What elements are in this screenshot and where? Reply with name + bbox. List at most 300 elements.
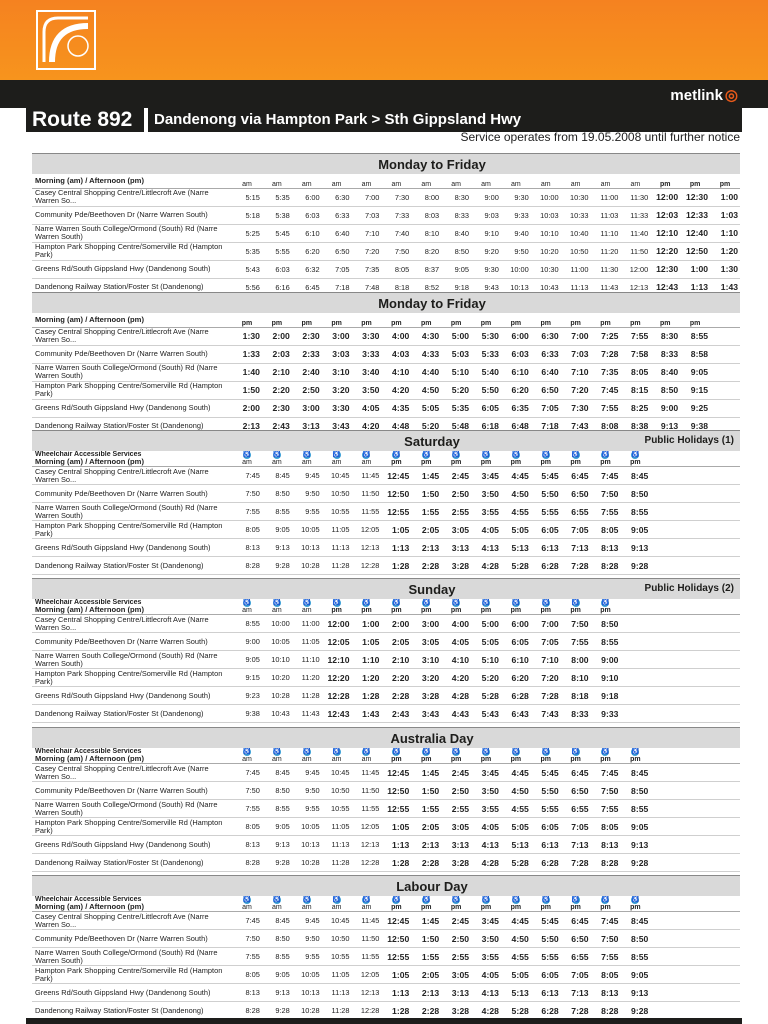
departure-time: 8:05 [591, 818, 621, 836]
departure-time: 8:13 [591, 836, 621, 854]
departure-time: 8:13 [591, 539, 621, 557]
morning-afternoon-label: Morning (am) / Afternoon (pm) [35, 754, 144, 763]
departure-time: 3:05 [441, 966, 471, 984]
departure-time: 9:55 [292, 800, 322, 818]
stop-name: Narre Warren South College/Ormond (South) Rd (Narre Warren South) [32, 503, 232, 521]
departure-time: 9:50 [292, 782, 322, 800]
departure-time: 8:45 [262, 467, 292, 485]
departure-time: 5:28 [501, 1002, 531, 1020]
departure-time: 11:28 [292, 687, 322, 705]
departure-time: 6:45 [561, 912, 591, 930]
table-row [32, 188, 740, 206]
ampm-text: pm [271, 319, 283, 327]
departure-time: 6:28 [531, 557, 561, 575]
departure-time: 4:10 [441, 651, 471, 669]
departure-time: 10:55 [322, 948, 352, 966]
ampm-label [501, 748, 531, 764]
ampm-label [352, 599, 382, 615]
departure-time: 12:50 [381, 485, 411, 503]
departure-time: 8:38 [620, 417, 650, 435]
departure-time: 3:28 [411, 687, 441, 705]
ampm-label [471, 599, 501, 615]
departure-time: 2:33 [292, 345, 322, 363]
wheelchair-icon: ♿ [362, 600, 371, 606]
departure-time: 8:50 [620, 782, 650, 800]
table-row [32, 782, 740, 800]
departure-time: 11:03 [591, 206, 621, 224]
departure-time: 2:55 [441, 948, 471, 966]
empty-cell [620, 705, 650, 723]
ampm-text: pm [480, 607, 492, 614]
wheelchair-icon: ♿ [243, 749, 251, 755]
departure-time: 10:33 [561, 206, 591, 224]
departure-time: 6:05 [501, 633, 531, 651]
departure-time: 4:00 [381, 327, 411, 345]
departure-time: 2:00 [262, 327, 292, 345]
empty-cell [680, 669, 710, 687]
departure-time: 9:38 [680, 417, 710, 435]
empty-cell [710, 1002, 740, 1020]
departure-time: 7:40 [381, 224, 411, 242]
departure-time: 7:05 [561, 818, 591, 836]
ampm-text: pm [600, 756, 611, 763]
departure-time: 7:50 [561, 615, 591, 633]
wheelchair-icon: ♿ [392, 749, 401, 755]
ampm-text: pm [600, 459, 611, 466]
departure-time: 9:30 [501, 188, 531, 206]
departure-time: 2:10 [262, 363, 292, 381]
departure-time: 5:45 [531, 912, 561, 930]
section-header [32, 293, 740, 313]
departure-time: 8:05 [591, 521, 621, 539]
departure-time: 4:35 [381, 399, 411, 417]
departure-time: 6:10 [501, 651, 531, 669]
ampm-text: am [271, 180, 282, 188]
ampm-label [292, 313, 322, 327]
departure-time: 2:00 [232, 399, 262, 417]
stop-name: Community Pde/Beethoven Dr (Narre Warren South) [32, 485, 232, 503]
departure-time: 12:20 [650, 242, 680, 260]
wheelchair-icon: ♿ [452, 600, 460, 606]
departure-time: 8:13 [591, 984, 621, 1002]
ampm-text: pm [689, 319, 701, 327]
departure-time: 10:05 [292, 966, 322, 984]
ampm-text: pm [480, 319, 492, 327]
stop-name: Community Pde/Beethoven Dr (Narre Warren South) [32, 930, 232, 948]
empty-cell [650, 615, 680, 633]
ampm-label [292, 896, 322, 912]
departure-time: 3:50 [471, 930, 501, 948]
departure-time: 6:33 [531, 345, 561, 363]
departure-time: 8:05 [232, 818, 262, 836]
departure-time: 2:28 [411, 1002, 441, 1020]
ampm-label [292, 748, 322, 764]
ampm-text: pm [689, 180, 701, 188]
departure-time: 11:00 [561, 260, 591, 278]
departure-time: 5:03 [441, 345, 471, 363]
table-row [32, 948, 740, 966]
departure-time: 8:55 [620, 948, 650, 966]
ampm-text: pm [361, 607, 372, 614]
departure-time: 10:50 [322, 782, 352, 800]
departure-time: 7:05 [531, 633, 561, 651]
departure-time: 5:05 [501, 818, 531, 836]
departure-time: 3:00 [292, 399, 322, 417]
departure-time: 11:55 [352, 503, 382, 521]
table-row [32, 705, 740, 723]
departure-time: 1:05 [381, 966, 411, 984]
departure-time: 12:03 [650, 206, 680, 224]
departure-time: 7:28 [591, 345, 621, 363]
timetable-table [32, 896, 740, 1020]
empty-cell [680, 930, 710, 948]
departure-time: 6:45 [292, 278, 322, 296]
departure-time: 10:28 [292, 854, 322, 872]
empty-cell [680, 800, 710, 818]
wheelchair-icon: ♿ [541, 452, 550, 458]
departure-time: 8:00 [411, 188, 441, 206]
ampm-text: pm [570, 756, 581, 763]
wheelchair-accessible-label: Wheelchair Accessible Services [35, 896, 142, 903]
departure-time: 8:25 [620, 399, 650, 417]
ampm-label [501, 313, 531, 327]
departure-time: 9:50 [292, 485, 322, 503]
departure-time: 1:45 [411, 764, 441, 782]
ampm-text: pm [570, 319, 581, 327]
departure-time: 5:35 [262, 188, 292, 206]
ampm-text: pm [301, 319, 312, 327]
departure-time: 8:55 [262, 503, 292, 521]
departure-time: 11:05 [322, 521, 352, 539]
departure-time: 7:55 [561, 633, 591, 651]
ampm-label [381, 313, 411, 327]
departure-time: 5:13 [501, 984, 531, 1002]
ampm-label [411, 174, 441, 188]
empty-cell [680, 557, 710, 575]
departure-time: 7:50 [232, 930, 262, 948]
departure-time: 2:13 [411, 984, 441, 1002]
departure-time: 6:13 [531, 836, 561, 854]
departure-time: 5:55 [531, 503, 561, 521]
departure-time: 7:43 [531, 705, 561, 723]
departure-time: 10:43 [531, 278, 561, 296]
wheelchair-icon: ♿ [273, 452, 281, 458]
departure-time: 4:45 [501, 467, 531, 485]
departure-time: 4:10 [381, 363, 411, 381]
departure-time: 4:05 [471, 818, 501, 836]
departure-time: 3:45 [471, 764, 501, 782]
departure-time: 7:55 [620, 327, 650, 345]
departure-time: 8:55 [591, 633, 621, 651]
departure-time: 7:30 [381, 188, 411, 206]
empty-column [650, 748, 680, 764]
departure-time: 1:28 [381, 1002, 411, 1020]
empty-cell [710, 782, 740, 800]
ampm-text: pm [570, 607, 581, 614]
departure-time: 7:45 [591, 912, 621, 930]
departure-time: 9:15 [680, 381, 710, 399]
departure-time: 5:05 [501, 966, 531, 984]
departure-time: 12:05 [352, 966, 382, 984]
departure-time: 12:05 [352, 521, 382, 539]
departure-time: 2:28 [411, 557, 441, 575]
departure-time: 1:13 [381, 539, 411, 557]
empty-cell [650, 651, 680, 669]
ampm-text: pm [570, 904, 581, 911]
wheelchair-icon: ♿ [482, 600, 490, 606]
departure-time: 12:28 [322, 687, 352, 705]
departure-time: 5:45 [531, 764, 561, 782]
departure-time: 8:08 [591, 417, 621, 435]
departure-time: 3:00 [322, 327, 352, 345]
departure-time: 4:28 [471, 557, 501, 575]
departure-time: 6:03 [501, 345, 531, 363]
departure-time: 4:40 [411, 363, 441, 381]
departure-time: 10:05 [262, 633, 292, 651]
empty-cell [710, 615, 740, 633]
departure-time: 9:13 [620, 836, 650, 854]
departure-time: 3:43 [411, 705, 441, 723]
departure-time: 2:30 [292, 327, 322, 345]
stop-name: Dandenong Railway Station/Foster St (Dandenong) [32, 705, 232, 723]
departure-time: 8:45 [620, 764, 650, 782]
ampm-text: pm [420, 756, 432, 763]
departure-time: 7:03 [352, 206, 382, 224]
departure-time: 5:00 [471, 615, 501, 633]
empty-cell [710, 966, 740, 984]
empty-cell [710, 327, 740, 345]
period-label [32, 313, 232, 327]
brand-bar [0, 80, 768, 108]
departure-time: 1:55 [411, 503, 441, 521]
departure-time: 7:45 [591, 467, 621, 485]
departure-time: 12:13 [620, 278, 650, 296]
empty-cell [650, 687, 680, 705]
ampm-text: am [481, 180, 491, 188]
wheelchair-icon: ♿ [392, 897, 401, 903]
wheelchair-accessible-label: Wheelchair Accessible Services [35, 451, 142, 458]
wheelchair-icon: ♿ [601, 600, 610, 606]
service-information-bar [26, 1018, 742, 1024]
morning-afternoon-label: Morning (am) / Afternoon (pm) [35, 457, 144, 466]
ampm-label [561, 748, 591, 764]
table-row [32, 399, 740, 417]
departure-time: 2:00 [381, 615, 411, 633]
table-row [32, 503, 740, 521]
wheelchair-icon: ♿ [571, 897, 580, 903]
departure-time: 3:55 [471, 503, 501, 521]
departure-time: 3:45 [471, 467, 501, 485]
ampm-text: pm [450, 607, 462, 614]
empty-cell [680, 687, 710, 705]
departure-time: 10:00 [531, 188, 561, 206]
ampm-text: pm [540, 319, 551, 327]
departure-time: 12:00 [650, 188, 680, 206]
empty-cell [650, 818, 680, 836]
departure-time: 5:10 [471, 651, 501, 669]
departure-time: 9:20 [471, 242, 501, 260]
departure-time: 8:45 [620, 467, 650, 485]
stop-name: Greens Rd/South Gippsland Hwy (Dandenong South) [32, 836, 232, 854]
departure-time: 11:10 [591, 224, 621, 242]
departure-time: 11:13 [322, 539, 352, 557]
departure-time: 9:13 [262, 836, 292, 854]
departure-time: 4:45 [501, 764, 531, 782]
empty-cell [650, 984, 680, 1002]
section-title: Labour Day [396, 879, 468, 894]
departure-time: 4:55 [501, 948, 531, 966]
stop-name: Narre Warren South College/Ormond (South) Rd (Narre Warren South) [32, 800, 232, 818]
empty-cell [710, 912, 740, 930]
stop-name: Dandenong Railway Station/Foster St (Dandenong) [32, 278, 232, 296]
table-row [32, 206, 740, 224]
departure-time: 12:00 [322, 615, 352, 633]
empty-cell [680, 854, 710, 872]
section-header [32, 876, 740, 896]
wheelchair-icon: ♿ [482, 749, 490, 755]
departure-time: 1:28 [381, 854, 411, 872]
ampm-text: am [242, 180, 252, 188]
departure-time: 4:00 [441, 615, 471, 633]
departure-time: 5:20 [471, 669, 501, 687]
departure-time: 8:50 [620, 930, 650, 948]
departure-time: 7:13 [561, 984, 591, 1002]
ampm-text: am [361, 756, 372, 763]
departure-time: 6:50 [561, 930, 591, 948]
departure-time: 8:28 [232, 557, 262, 575]
ampm-label [531, 174, 561, 188]
empty-cell [710, 818, 740, 836]
departure-time: 6:43 [501, 705, 531, 723]
departure-time: 10:40 [561, 224, 591, 242]
wheelchair-icon: ♿ [243, 452, 251, 458]
departure-time: 7:50 [591, 930, 621, 948]
empty-cell [680, 818, 710, 836]
departure-time: 4:50 [411, 381, 441, 399]
departure-time: 5:55 [262, 242, 292, 260]
empty-cell [650, 485, 680, 503]
departure-time: 5:10 [441, 363, 471, 381]
table-row [32, 557, 740, 575]
empty-cell [680, 615, 710, 633]
empty-cell [650, 764, 680, 782]
ampm-text: pm [241, 319, 253, 327]
departure-time: 1:13 [381, 984, 411, 1002]
ampm-label [471, 174, 501, 188]
departure-time: 9:50 [292, 930, 322, 948]
ampm-text: am [331, 756, 342, 763]
table-row [32, 633, 740, 651]
departure-time: 9:15 [232, 669, 262, 687]
wheelchair-icon: ♿ [362, 749, 371, 755]
stop-name: Greens Rd/South Gippsland Hwy (Dandenong South) [32, 687, 232, 705]
empty-column [650, 451, 680, 467]
departure-time: 12:45 [381, 912, 411, 930]
ampm-label [680, 313, 710, 327]
departure-time: 6:10 [292, 224, 322, 242]
departure-time: 9:55 [292, 503, 322, 521]
timetable-section-sun [32, 578, 740, 723]
departure-time: 9:05 [262, 818, 292, 836]
ampm-text: am [510, 180, 521, 188]
morning-afternoon-label: Morning (am) / Afternoon (pm) [35, 605, 144, 614]
stop-name: Community Pde/Beethoven Dr (Narre Warren South) [32, 345, 232, 363]
ampm-label [381, 451, 411, 467]
departure-time: 9:30 [471, 260, 501, 278]
departure-time: 3:03 [322, 345, 352, 363]
empty-column [710, 313, 740, 327]
departure-time: 5:45 [262, 224, 292, 242]
departure-time: 5:28 [501, 557, 531, 575]
departure-time: 11:45 [352, 467, 382, 485]
ampm-label [232, 174, 262, 188]
departure-time: 9:55 [292, 948, 322, 966]
empty-cell [650, 705, 680, 723]
empty-cell [710, 381, 740, 399]
ampm-label [411, 451, 441, 467]
departure-time: 7:45 [591, 764, 621, 782]
empty-cell [710, 345, 740, 363]
departure-time: 4:50 [501, 930, 531, 948]
timetable-section-lab [32, 875, 740, 1020]
ampm-label [352, 748, 382, 764]
empty-column [680, 599, 710, 615]
departure-time: 10:43 [262, 705, 292, 723]
departure-time: 2:05 [411, 818, 441, 836]
stop-name: Casey Central Shopping Centre/Littlecroft Ave (Narre Warren So... [32, 912, 232, 930]
departure-time: 7:13 [561, 836, 591, 854]
departure-time: 8:33 [441, 206, 471, 224]
ampm-text: pm [510, 459, 522, 466]
departure-time: 10:50 [322, 930, 352, 948]
departure-time: 11:13 [322, 984, 352, 1002]
empty-column [650, 896, 680, 912]
departure-time: 8:18 [381, 278, 411, 296]
departure-time: 2:13 [232, 417, 262, 435]
ampm-text: pm [450, 904, 462, 911]
departure-time: 6:48 [501, 417, 531, 435]
departure-time: 7:55 [591, 800, 621, 818]
departure-time: 5:45 [531, 467, 561, 485]
ampm-label [262, 748, 292, 764]
ampm-label [441, 748, 471, 764]
departure-time: 2:40 [292, 363, 322, 381]
ampm-text: am [301, 459, 312, 466]
departure-time: 7:35 [591, 363, 621, 381]
ampm-label [262, 896, 292, 912]
stop-name: Hampton Park Shopping Centre/Somerville Rd (Hampton Park) [32, 818, 232, 836]
departure-time: 9:28 [262, 854, 292, 872]
ampm-label [650, 174, 680, 188]
departure-time: 4:20 [352, 417, 382, 435]
ampm-text: am [301, 756, 312, 763]
departure-time: 6:05 [471, 399, 501, 417]
departure-time: 11:20 [292, 669, 322, 687]
ampm-label [352, 174, 382, 188]
empty-cell [680, 503, 710, 521]
departure-time: 1:45 [411, 912, 441, 930]
ampm-text: pm [600, 904, 611, 911]
ampm-text: am [391, 180, 402, 188]
departure-time: 5:48 [441, 417, 471, 435]
departure-time: 8:05 [232, 521, 262, 539]
wheelchair-icon: ♿ [541, 600, 550, 606]
table-row [32, 224, 740, 242]
empty-cell [680, 836, 710, 854]
empty-cell [680, 485, 710, 503]
ampm-label [262, 174, 292, 188]
departure-time: 10:45 [322, 764, 352, 782]
